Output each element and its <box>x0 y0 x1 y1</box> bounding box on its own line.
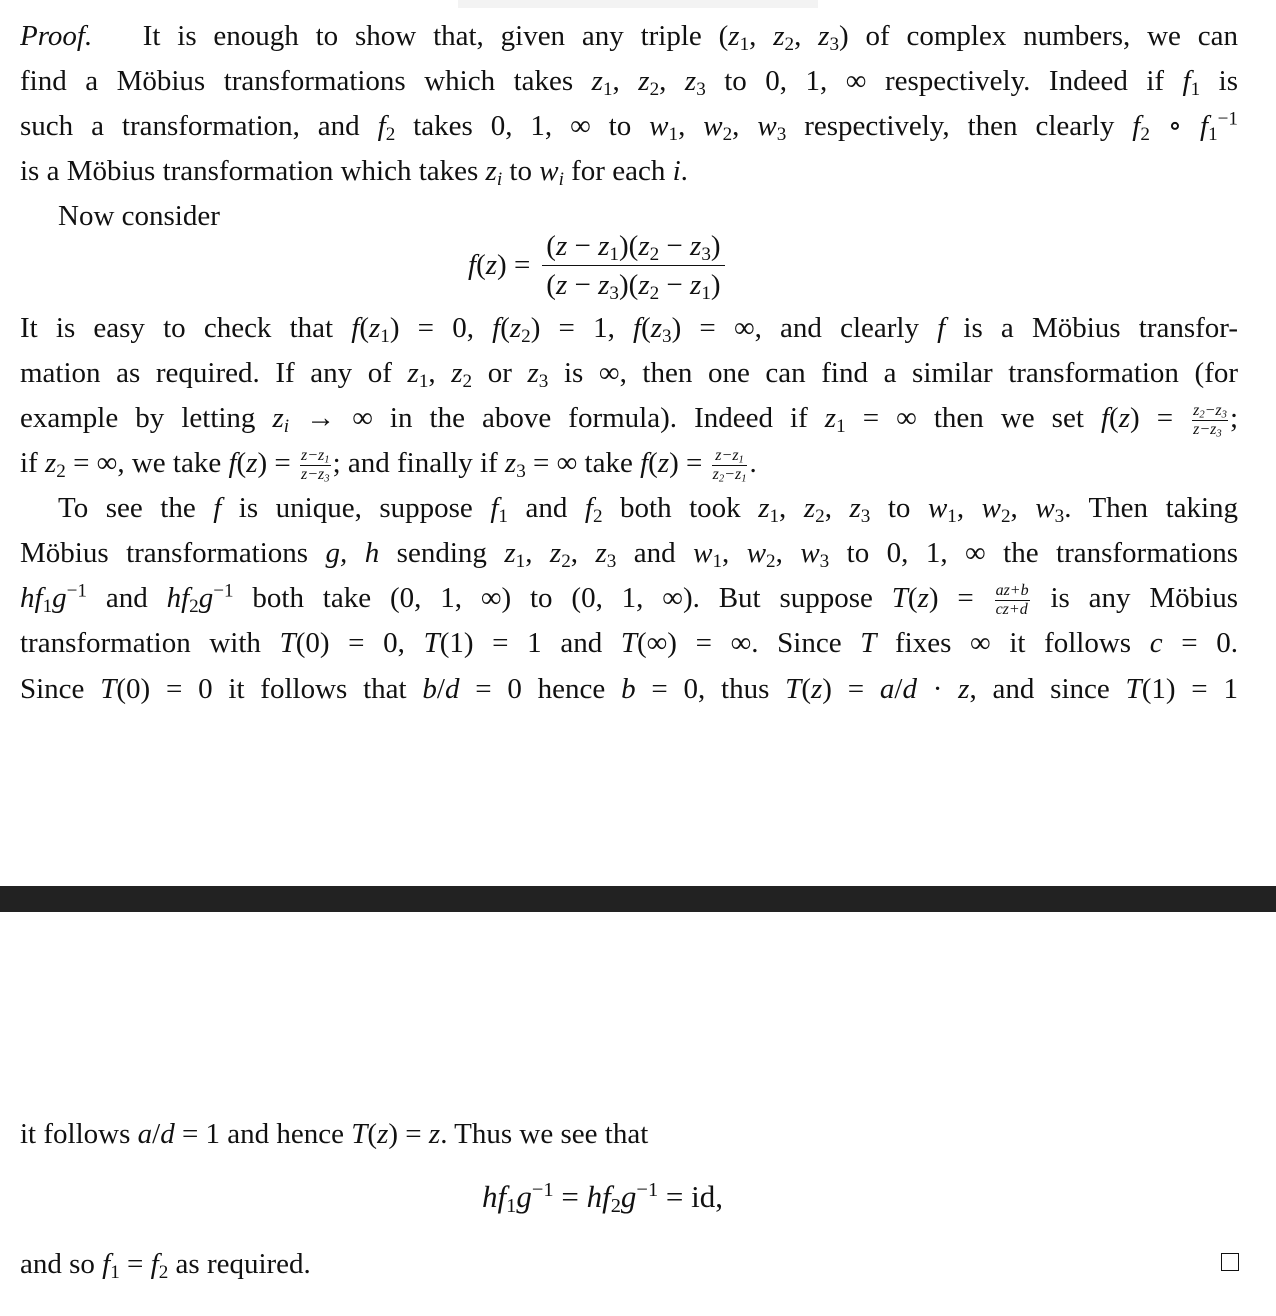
text-line-14: Since T(0) = 0 it follows that b/d = 0 hence b = 0, thus T(z) = a/d · z, and since T(1) = 1 <box>20 673 1238 705</box>
text-line-6: It is easy to check that $f(z_1) = 0$, $f(z_2) = 1$, $f(z_3)$ = ∞, and clearly f is a Möbius transfor- <box>20 312 1238 347</box>
qed-square-icon <box>1221 1253 1239 1271</box>
text-line-11: Möbius transformations g, h sending $z_1$, $z_2$, $z_3$ and $w_1$, $w_2$, $w_3$ to 0, 1, ∞ the transformations <box>20 537 1238 572</box>
text-line-7: mation as required. If any of $z_1$, $z_2$ or $z_3$ is ∞, then one can find a similar transformation (for <box>20 357 1238 392</box>
text-line-5: Now consider <box>58 200 220 232</box>
text-line-2: find a Möbius transformations which takes $z_1$, $z_2$, $z_3$ to 0, 1, ∞ respectively. Indeed if $f_1$ is <box>20 65 1238 100</box>
text-line-3: such a transformation, and $f_2$ takes 0, 1, ∞ to $w_1$, $w_2$, $w_3$ respectively, then clearly $f_2$ ∘ $f_1^{-1}$ <box>20 108 1238 145</box>
text-line-9: if $z_2$ = ∞, we take f(z) = $\frac{z-z_1}{z-z_3}$ ; and finally if $z_3$ = ∞ take f(z) = $\frac{z-z_1}{z_2-z_1}$ . <box>20 446 757 485</box>
text-line-1: Proof. It is enough to show that, given any triple ($z_1$, $z_2$, $z_3$) of complex numbers, we can <box>20 20 1238 55</box>
page-separator-band <box>0 886 1276 912</box>
text-line-16: and so $f_1 = f_2$ as required. <box>20 1248 311 1283</box>
display-equation-id: $hf_1g^{-1} = hf_2g^{-1}$ = id, <box>482 1178 724 1218</box>
display-equation-f: f ( z ) = $(z - z_1)(z_2 - z_3)$ $(z - z_3)(z_2 - z_1)$ <box>468 224 725 306</box>
document-page-2 <box>0 912 1276 1316</box>
header-strip <box>458 0 818 8</box>
text-line-10: To see the f is unique, suppose $f_1$ and $f_2$ both took $z_1$, $z_2$, $z_3$ to $w_1$, $w_2$, $w_3$. Then taking <box>58 492 1238 527</box>
text-line-13: transformation with T(0) = 0, T(1) = 1 and T(∞) = ∞. Since T fixes ∞ it follows c = 0. <box>20 627 1238 659</box>
text-line-15: it follows a/d = 1 and hence T(z) = z. Thus we see that <box>20 1118 649 1150</box>
text-line-4: is a Möbius transformation which takes $z_i$ to $w_i$ for each i. <box>20 155 688 190</box>
text-line-12: $hf_1g^{-1}$ and $hf_2g^{-1}$ both take (0, 1, ∞) to (0, 1, ∞). But suppose T(z) = $\frac{az+b}{cz+d}$ is any Möbius <box>20 580 1238 618</box>
text-line-8: example by letting $z_i$ → ∞ in the above formula). Indeed if $z_1$ = ∞ then we set f(z) = $\frac{z_2-z_3}{z-z_3}$ ; <box>20 401 1238 440</box>
proof-label: Proof. <box>20 20 93 52</box>
